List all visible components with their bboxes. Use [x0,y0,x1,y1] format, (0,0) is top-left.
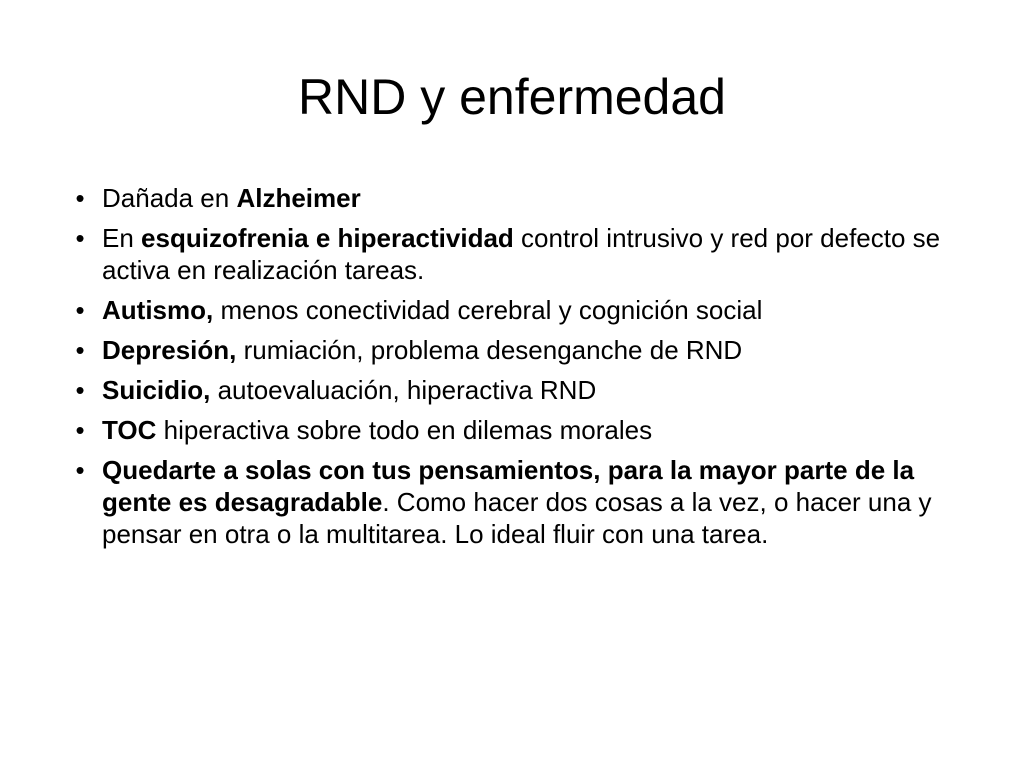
bullet-emphasis: Suicidio, [102,375,211,405]
bullet-dot: • [75,295,85,325]
bullet-item [70,182,950,214]
bullet-dot: • [75,375,85,405]
bullet-dot: • [75,335,85,365]
bullet-emphasis: TOC [102,415,157,445]
bullet-emphasis: Depresión, [102,335,237,365]
bullet-list [70,182,950,558]
bullet-emphasis: esquizofrenia e hiperactividad [141,223,514,253]
bullet-item [70,222,950,286]
bullet-text: menos conectividad cerebral y cognición social [213,295,763,325]
bullet-dot: • [75,223,85,253]
bullet-item [70,294,950,326]
bullet-text: control intrusivo y red por defecto se activa en realización tareas. [102,223,941,285]
bullet-item [70,374,950,406]
bullet-text: autoevaluación, hiperactiva RND [210,375,597,405]
slide-title: RND y enfermedad [298,69,726,125]
bullet-text: rumiación, problema desenganche de RND [236,335,743,365]
bullet-dot: • [75,455,85,485]
bullet-dot: • [75,183,85,213]
bullet-emphasis: Quedarte a solas con tus pensamientos, para la mayor parte de la gente es desagradable [102,455,915,517]
bullet-item [70,414,950,446]
bullet-item [70,334,950,366]
bullet-emphasis: Alzheimer [236,183,361,213]
bullet-item [70,454,950,550]
bullet-text: Dañada en [102,183,237,213]
bullet-dot: • [75,415,85,445]
bullet-text: . Como hacer dos cosas a la vez, o hacer una y pensar en otra o la multitarea. Lo ideal fluir con una tarea. [102,487,932,549]
bullet-text: En [102,223,142,253]
bullet-text: hiperactiva sobre todo en dilemas morales [156,415,653,445]
bullet-emphasis: Autismo, [102,295,214,325]
